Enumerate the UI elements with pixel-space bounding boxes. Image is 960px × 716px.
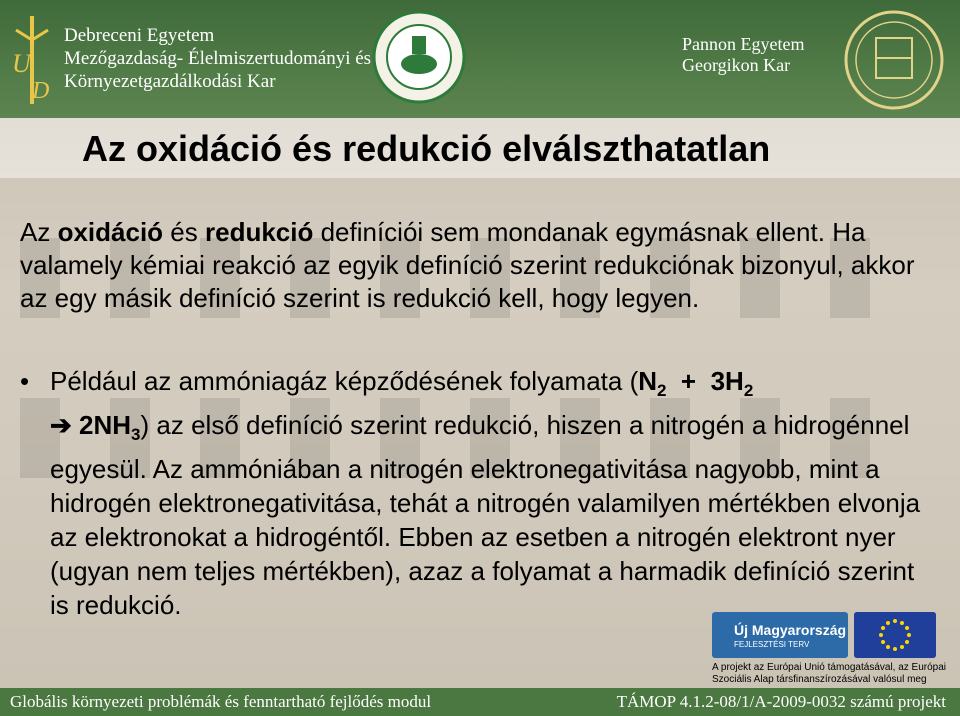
- footer-project-code: TÁMOP 4.1.2-08/1/A-2009-0032 számú projekt: [616, 692, 946, 711]
- formula-plus-h: + 3H: [666, 366, 744, 396]
- umt-logo-subtext: FEJLESZTÉSI TERV: [734, 640, 810, 649]
- footer-bar: [0, 688, 960, 716]
- para-text-3: definíciói sem mondanak egymásnak ellent. Ha valamely kémiai reakció az egyik definíció szerint redukciónak bizonyul, akkor az egy másik definíció szerint is redukció kell, hogy legyen.: [20, 217, 915, 313]
- faculty-seal-icon: [372, 10, 466, 104]
- header-left-line-2: Mezőgazdaság- Élelmiszertudományi és: [64, 48, 372, 69]
- pannon-seal-icon: [842, 8, 946, 112]
- umt-logo-text: Új Magyarország: [734, 622, 847, 638]
- slide-title: Az oxidáció és redukció elválszthatatlan: [82, 128, 771, 169]
- formula-nh: 2NH: [71, 410, 132, 441]
- eu-note-line-1: A projekt az Európai Unió támogatásával, az Európai: [712, 662, 947, 673]
- debrecen-university-name: [64, 24, 371, 93]
- eu-note-line-2: Szociális Alap társfinanszírozásával valósul meg: [712, 674, 927, 685]
- formula-n-sub: 2: [657, 381, 667, 401]
- bullet-text: [50, 364, 940, 622]
- header-right-line-1: Pannon Egyetem: [682, 34, 805, 54]
- footer-module-name: Globális környezeti problémák és fenntartható fejlődés modul: [10, 692, 432, 711]
- para-bold-oxidation: oxidáció: [57, 217, 164, 247]
- eu-funding-note: [712, 662, 952, 686]
- svg-text:D: D: [32, 78, 50, 104]
- bullet-ammonia-example: [20, 364, 940, 622]
- intro-paragraph: [20, 216, 940, 315]
- svg-text:U: U: [12, 49, 31, 78]
- uj-magyarorszag-logo: [712, 612, 848, 658]
- formula-n: N: [638, 366, 658, 396]
- formula-nh-sub: 3: [131, 425, 141, 445]
- header-left-line-3: Környezetgazdálkodási Kar: [64, 71, 276, 92]
- pannon-university-name: [682, 34, 804, 76]
- header-banner: [0, 0, 960, 118]
- para-bold-reduction: redukció: [204, 217, 314, 247]
- header-right-line-2: Georgikon Kar: [682, 55, 791, 75]
- bullet-dot-icon: •: [20, 366, 30, 396]
- eu-support-logos: [712, 610, 952, 692]
- bullet-text-2: ) az első definíció szerint redukció, hiszen a nitrogén a hidrogénnel egyesül. Az ammóniában a nitrogén elektronegativitása nagyobb, mint a hidrogén elektronegativitása, tehát a nitrogén valamilyen mértékben elvonja az elektronokat a hidrogéntől. Ebben az esetben a nitrogén elektront nyer (ugyan nem teljes mértékben), azaz a folyamat a harmadik definíció szerint is redukció.: [50, 410, 921, 621]
- header-left-line-1: Debreceni Egyetem: [64, 25, 215, 46]
- eu-flag-icon: [854, 612, 936, 658]
- formula-h-sub: 2: [743, 381, 754, 401]
- para-text-2: és: [163, 217, 205, 247]
- arrow-icon: ➔: [50, 410, 72, 441]
- para-text-1: Az: [20, 217, 58, 247]
- bullet-text-1: Például az ammóniagáz képződésének folyamata (: [50, 366, 639, 396]
- university-logo-icon: [6, 10, 58, 110]
